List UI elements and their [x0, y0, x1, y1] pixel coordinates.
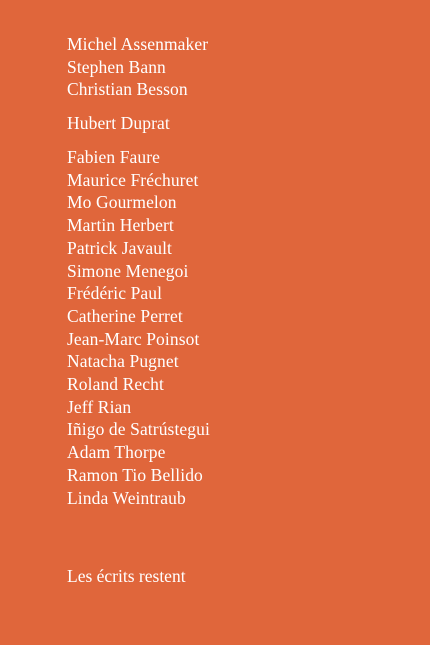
contributors-bottom-list [67, 146, 210, 509]
contributor-name: Mo Gourmelon [67, 192, 177, 213]
contributor-name: Stephen Bann [67, 56, 166, 77]
contributor-name: Patrick Javault [67, 237, 173, 258]
contributor-name: Jean-Marc Poinsot [67, 328, 200, 349]
contributor-name: Roland Recht [67, 374, 164, 395]
contributor-name: Linda Weintraub [67, 487, 186, 508]
contributor-name: Michel Assenmaker [67, 34, 209, 54]
contributor-name: Iñigo de Satrústegui [67, 419, 210, 440]
contributor-name: Christian Besson [67, 79, 188, 100]
contributor-name: Fabien Faure [67, 147, 161, 167]
contributor-name: Natacha Pugnet [67, 351, 179, 372]
contributor-name: Maurice Fréchuret [67, 169, 199, 190]
contributor-name: Simone Menegoi [67, 260, 189, 281]
contributors-top-list [67, 33, 208, 101]
contributor-name: Adam Thorpe [67, 442, 166, 463]
contributor-name: Ramon Tio Bellido [67, 464, 203, 485]
contributor-name: Jeff Rian [67, 396, 132, 417]
series-title: Les écrits restent [67, 566, 186, 586]
contributor-name: Frédéric Paul [67, 283, 163, 304]
contributor-name: Catherine Perret [67, 305, 183, 326]
contributor-name: Hubert Duprat [67, 113, 170, 133]
featured-artist-list [67, 112, 170, 135]
contributor-name: Martin Herbert [67, 215, 174, 236]
